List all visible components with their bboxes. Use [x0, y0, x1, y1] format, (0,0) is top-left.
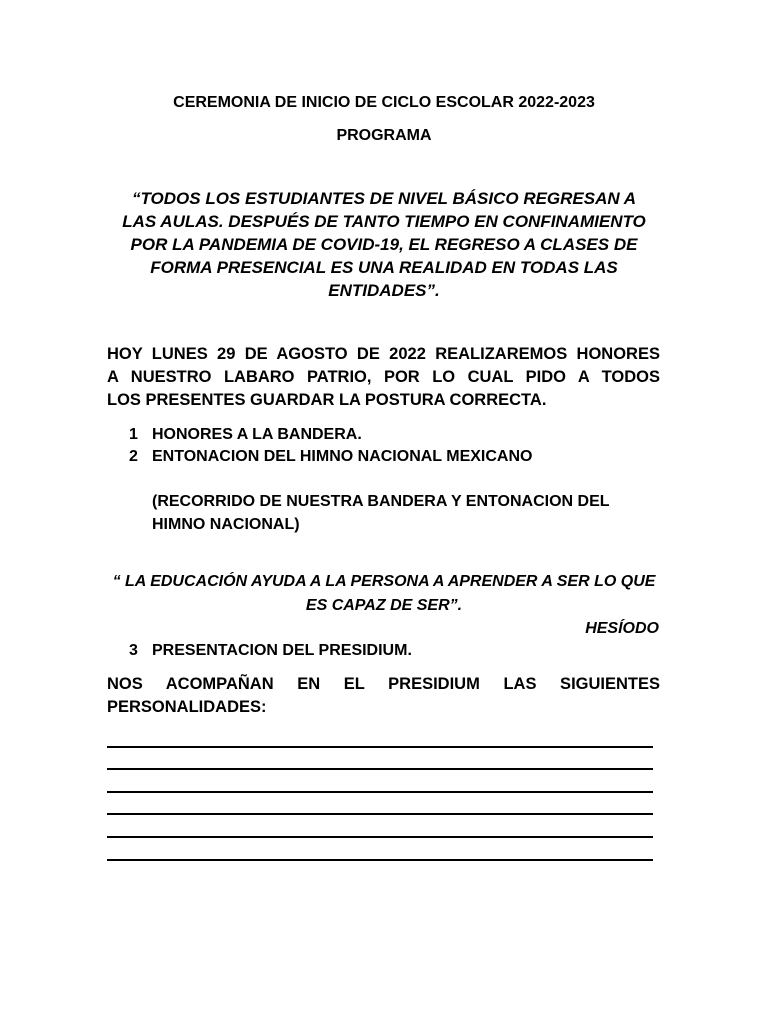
blank-line	[107, 836, 653, 838]
intro-quote-line: LAS AULAS. DESPUÉS DE TANTO TIEMPO EN CONFINAMIENTO	[122, 212, 646, 231]
blank-line	[107, 791, 653, 793]
program-note-line: HIMNO NACIONAL)	[152, 516, 300, 533]
presidium-line: NOS ACOMPAÑAN EN EL PRESIDIUM LAS SIGUIENTES	[107, 675, 660, 693]
program-item-number: 2	[129, 448, 138, 465]
program-item	[129, 424, 669, 446]
program-heading: PROGRAMA	[336, 127, 432, 144]
blank-line	[107, 768, 653, 770]
intro-quote-line: FORMA PRESENCIAL ES UNA REALIDAD EN TODAS LAS	[150, 258, 618, 277]
intro-quote-line: “TODOS LOS ESTUDIANTES DE NIVEL BÁSICO REGRESAN A	[131, 189, 637, 208]
hesiodo-quote-line: “ LA EDUCACIÓN AYUDA A LA PERSONA A APRENDER A SER LO QUE	[112, 573, 656, 590]
document-title: CEREMONIA DE INICIO DE CICLO ESCOLAR 2022-2023	[173, 94, 595, 111]
program-item-number: 3	[129, 642, 138, 659]
announcement-line: LOS PRESENTES GUARDAR LA POSTURA CORRECTA.	[107, 391, 547, 409]
blank-line	[107, 746, 653, 748]
program-item-number: 1	[129, 426, 138, 443]
blank-line	[107, 859, 653, 861]
program-item-text: ENTONACION DEL HIMNO NACIONAL MEXICANO	[152, 448, 533, 465]
program-item-text: HONORES A LA BANDERA.	[152, 426, 362, 443]
intro-quote-line: ENTIDADES”.	[328, 281, 440, 300]
announcement-line: HOY LUNES 29 DE AGOSTO DE 2022 REALIZAREMOS HONORES	[107, 345, 660, 363]
announcement-line: A NUESTRO LABARO PATRIO, POR LO CUAL PIDO A TODOS	[107, 368, 660, 386]
hesiodo-quote-line: ES CAPAZ DE SER”.	[305, 597, 463, 614]
intro-quote-line: POR LA PANDEMIA DE COVID-19, EL REGRESO A CLASES DE	[130, 235, 638, 254]
program-item-text: PRESENTACION DEL PRESIDIUM.	[152, 642, 412, 659]
blank-line	[107, 813, 653, 815]
program-item	[129, 446, 669, 468]
presidium-line: PERSONALIDADES:	[107, 698, 267, 716]
program-item	[129, 640, 669, 662]
program-note-line: (RECORRIDO DE NUESTRA BANDERA Y ENTONACION DEL	[152, 493, 610, 510]
quote-author: HESÍODO	[585, 620, 659, 637]
